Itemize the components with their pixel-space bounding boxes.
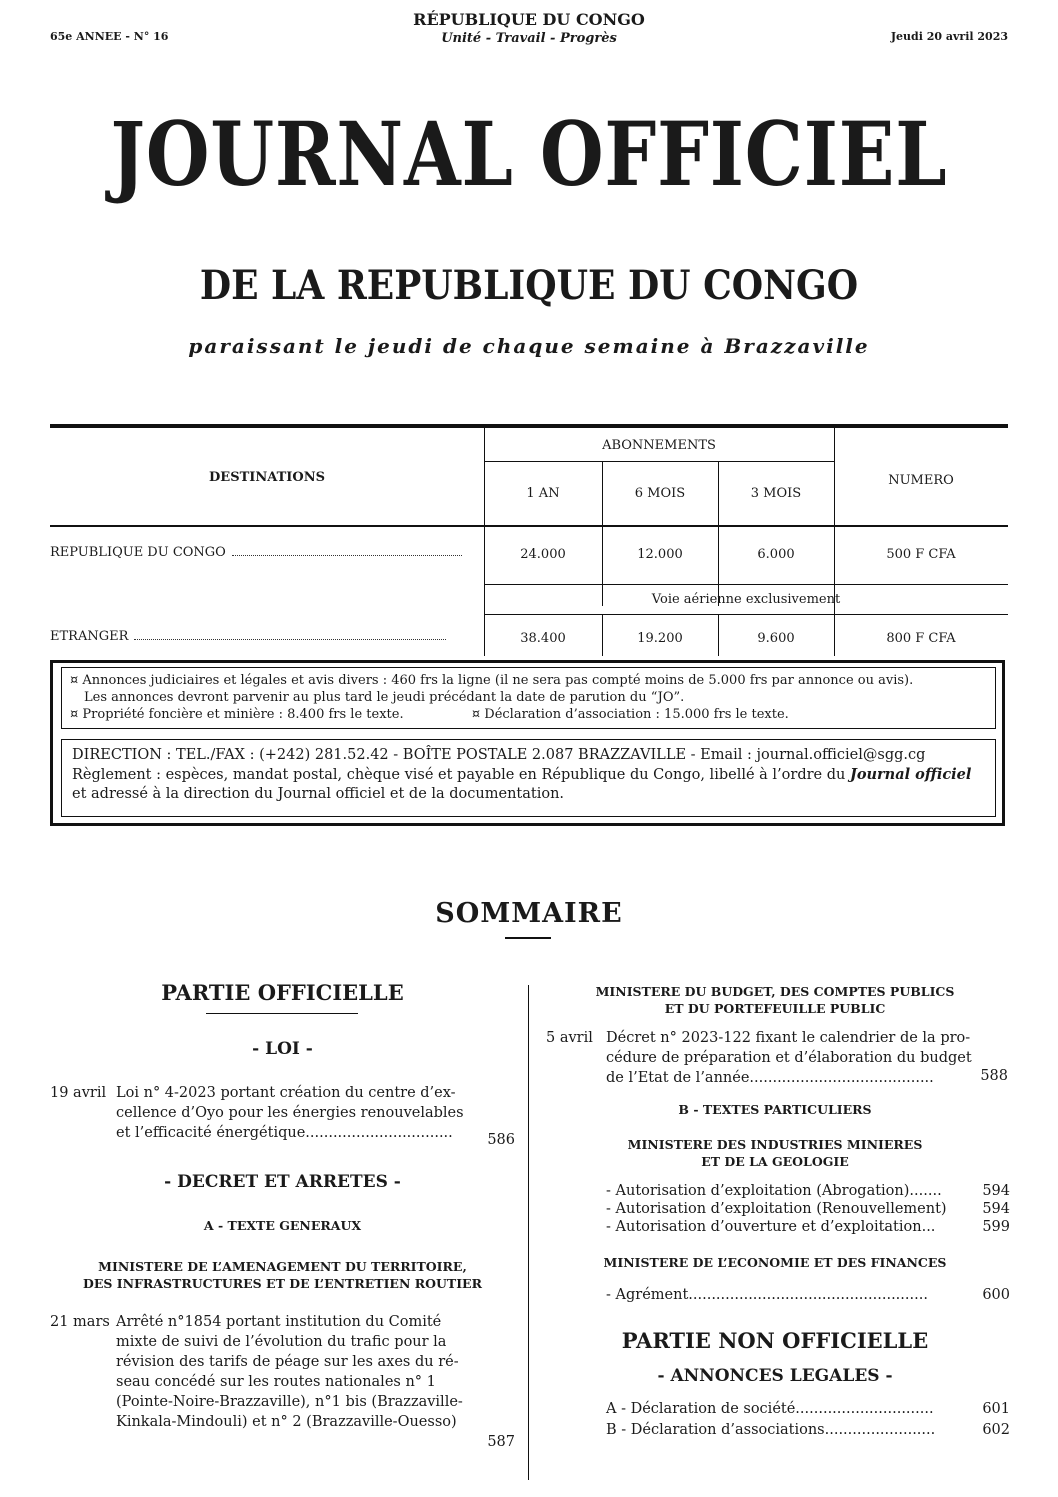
entry-date: 19 avril [50,1085,107,1101]
notices-box [50,660,1005,826]
national-motto: Unité - Travail - Progrès [441,31,617,46]
period-6mois: 6 MOIS [634,486,686,501]
entry-line: révision des tarifs de péage sur les axes du ré- [116,1354,459,1370]
notice-line: ¤ Propriété foncière et minière : 8.400 frs le texte. ¤ Déclaration d’association : 15.000 frs le texte. [70,707,789,722]
entry-line: cédure de préparation et d’élaboration du budget [606,1050,972,1066]
list-item: B - Déclaration d’associations........................ 602 [606,1422,1010,1438]
ministry-heading: MINISTERE DE L’ECONOMIE ET DES FINANCES [603,1255,947,1270]
price-cell: 9.600 [757,631,795,646]
annonces-items [606,1399,1010,1443]
loi-heading: - LOI - [252,1039,313,1059]
partie-officielle-heading: PARTIE OFFICIELLE [161,980,404,1005]
table-hline [484,461,834,462]
notice-line: Les annonces devront parvenir au plus tard le jeudi précédant la date de parution du “JO”. [84,690,685,705]
price-cell: 6.000 [757,547,795,562]
price-cell: 12.000 [637,547,683,562]
summary-title: SOMMAIRE [435,898,623,929]
ministry-heading: MINISTERE DES INDUSTRIES MINIERES ET DE LA GEOLOGIE [627,1137,923,1169]
abonnements-header: ABONNEMENTS [602,438,716,453]
heading-rule [206,1013,358,1014]
table-hline [484,584,1008,585]
country-name: RÉPUBLIQUE DU CONGO [413,10,645,29]
numero-price: 800 F CFA [886,631,956,646]
dest-etranger: ETRANGER [50,629,446,644]
dest-congo: REPUBLIQUE DU CONGO [50,545,462,560]
issue-date: Jeudi 20 avril 2023 [890,30,1008,43]
table-top-rule [50,424,1008,428]
entry-line: (Pointe-Noire-Brazzaville), n°1 bis (Brazzaville- [116,1394,463,1410]
entry-line: cellence d’Oyo pour les énergies renouvelables [116,1105,464,1121]
entry-line: Arrêté n°1854 portant institution du Comité [116,1314,442,1330]
entry-line: Kinkala-Mindouli) et n° 2 (Brazzaville-Ouesso) [116,1414,457,1430]
decret-arretes-heading: - DECRET ET ARRETES - [164,1172,401,1192]
ministry-heading: MINISTERE DU BUDGET, DES COMPTES PUBLICS ET DU PORTEFEUILLE PUBLIC [595,984,955,1016]
numero-price: 500 F CFA [886,547,956,562]
entry-date: 21 mars [50,1314,110,1330]
reglement-line: Règlement : espèces, mandat postal, chèque visé et payable en République du Congo, libellé à l’ordre du Journal officiel [72,766,972,783]
year-issue: 65e ANNEE - N° 16 [50,30,169,43]
entry-page: 587 [487,1434,515,1450]
entry-date: 5 avril [546,1030,593,1046]
list-item: - Autorisation d’exploitation (Abrogation)....... 594 [606,1183,1010,1199]
agrement-item: - Agrément.................................................... 600 [606,1287,1010,1303]
loi-entry [50,1083,520,1165]
period-1an: 1 AN [526,486,560,501]
column-divider [528,985,529,1480]
textes-particuliers-heading: B - TEXTES PARTICULIERS [678,1102,872,1117]
arrete-entry [50,1312,520,1450]
table-hline [484,614,1008,615]
direction-info [61,739,996,817]
entry-page: 588 [980,1068,1008,1084]
table-header-rule [50,525,1008,527]
entry-line: Loi n° 4-2023 portant création du centre d’ex- [116,1085,456,1101]
table-vline [834,428,835,656]
entry-line: de l’Etat de l’année........................................ [606,1070,934,1086]
list-item: - Autorisation d’exploitation (Renouvellement) 594 [606,1201,1010,1217]
masthead-title: JOURNAL OFFICIEL [110,102,948,206]
destinations-header: DESTINATIONS [209,470,325,485]
entry-line: seau concédé sur les routes nationales n° 1 [116,1374,436,1390]
table-vline [484,428,485,656]
list-item: A - Déclaration de société.............................. 601 [606,1401,1010,1417]
entry-line: mixte de suivi de l’évolution du trafic pour la [116,1334,447,1350]
mining-items [606,1181,1010,1241]
masthead-subtitle: DE LA REPUBLIQUE DU CONGO [199,262,859,309]
air-note: Voie aérienne exclusivement [651,592,841,607]
numero-header: NUMERO [888,473,954,488]
direction-line: DIRECTION : TEL./FAX : (+242) 281.52.42 - BOÎTE POSTALE 2.087 BRAZZAVILLE - Email : journal.officiel@sgg.cg [72,747,926,763]
decret-entry [546,1028,1011,1092]
announcement-rates [61,667,996,729]
period-3mois: 3 MOIS [750,486,802,501]
price-cell: 24.000 [520,547,566,562]
entry-line: Décret n° 2023-122 fixant le calendrier de la pro- [606,1030,971,1046]
masthead-tagline: paraissant le jeudi de chaque semaine à Brazzaville [188,334,870,358]
summary-rule [505,937,551,939]
entry-line: et l’efficacité énergétique................................ [116,1125,453,1141]
ministry-heading: MINISTERE DE L’AMENAGEMENT DU TERRITOIRE, DES INFRASTRUCTURES ET DE L’ENTRETIEN ROUTIER [83,1259,482,1291]
price-cell: 38.400 [520,631,566,646]
reglement-line: et adressé à la direction du Journal officiel et de la documentation. [72,786,565,802]
notice-line: ¤ Annonces judiciaires et légales et avis divers : 460 frs la ligne (il ne sera pas compté moins de 5.000 frs par annonce ou avis). [70,673,914,688]
textes-generaux-heading: A - TEXTE GENERAUX [203,1218,362,1233]
price-cell: 19.200 [637,631,683,646]
list-item: - Autorisation d’ouverture et d’exploitation... 599 [606,1219,1010,1235]
subscription-table [50,424,1008,656]
annonces-legales-heading: - ANNONCES LEGALES - [657,1366,893,1386]
partie-non-officielle-heading: PARTIE NON OFFICIELLE [621,1328,929,1353]
entry-page: 586 [487,1132,515,1148]
